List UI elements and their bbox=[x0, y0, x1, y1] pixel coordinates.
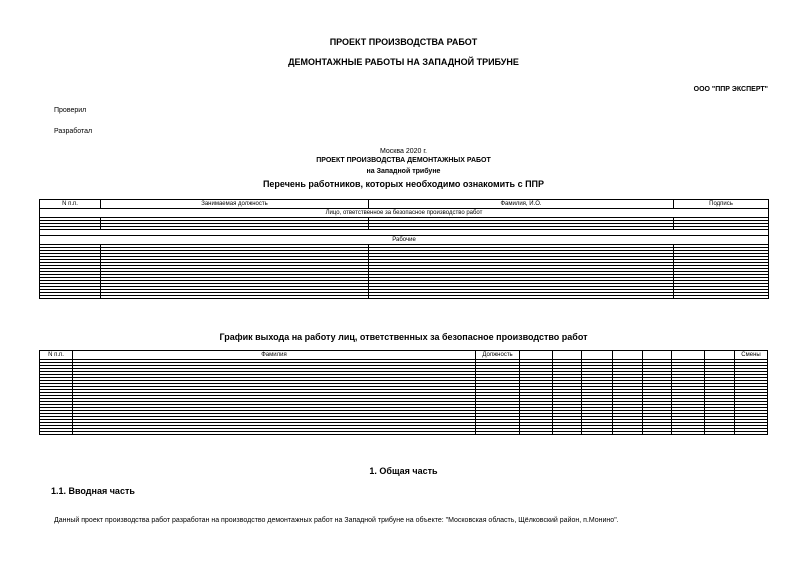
table-row bbox=[40, 432, 768, 435]
table-cell bbox=[735, 432, 768, 435]
column-header bbox=[613, 351, 643, 360]
column-header bbox=[582, 351, 613, 360]
table-cell bbox=[582, 432, 613, 435]
column-header: Должность bbox=[476, 351, 520, 360]
column-header bbox=[553, 351, 582, 360]
column-header: Занимаемая должность bbox=[101, 200, 369, 209]
section-subheading: 1.1. Вводная часть bbox=[51, 486, 135, 496]
column-header: Смены bbox=[735, 351, 768, 360]
schedule-title: График выхода на работу лиц, ответственных за безопасное производство работ bbox=[219, 332, 588, 342]
city-year: Москва 2020 г. bbox=[379, 148, 427, 155]
section-row bbox=[40, 236, 769, 245]
developed-label: Разработал bbox=[54, 128, 93, 135]
section-row bbox=[40, 209, 769, 218]
column-header: Фамилия, И.О. bbox=[369, 200, 674, 209]
project-subtitle: на Западной трибуне bbox=[366, 168, 441, 175]
list-title: Перечень работников, которых необходимо ознакомить с ППР bbox=[262, 179, 545, 189]
page-subtitle: ДЕМОНТАЖНЫЕ РАБОТЫ НА ЗАПАДНОЙ ТРИБУНЕ bbox=[288, 57, 519, 67]
table-cell bbox=[101, 296, 369, 299]
table-header-row bbox=[40, 200, 769, 209]
section-responsible: Лицо, ответственное за безопасное производство работ bbox=[40, 209, 769, 218]
table-cell bbox=[643, 432, 672, 435]
column-header: N п.п. bbox=[40, 351, 73, 360]
table-cell bbox=[73, 432, 476, 435]
table-cell bbox=[672, 432, 705, 435]
column-header: Подпись bbox=[674, 200, 769, 209]
table-cell bbox=[369, 296, 674, 299]
column-header: N п.п. bbox=[40, 200, 101, 209]
table-cell bbox=[553, 432, 582, 435]
checked-label: Проверил bbox=[54, 107, 87, 114]
project-title: ПРОЕКТ ПРОИЗВОДСТВА ДЕМОНТАЖНЫХ РАБОТ bbox=[316, 157, 491, 164]
schedule-table bbox=[39, 350, 768, 435]
table-cell bbox=[705, 432, 735, 435]
table-cell bbox=[674, 296, 769, 299]
workers-table bbox=[39, 199, 769, 299]
table-cell bbox=[520, 432, 553, 435]
table-header-row bbox=[40, 351, 768, 360]
column-header bbox=[520, 351, 553, 360]
column-header bbox=[643, 351, 672, 360]
section-heading: 1. Общая часть bbox=[369, 466, 438, 476]
table-cell bbox=[40, 296, 101, 299]
table-cell bbox=[476, 432, 520, 435]
table-cell bbox=[40, 432, 73, 435]
column-header bbox=[705, 351, 735, 360]
company-name: ООО "ППР ЭКСПЕРТ" bbox=[693, 86, 768, 93]
column-header: Фамилия bbox=[73, 351, 476, 360]
column-header bbox=[672, 351, 705, 360]
page-title: ПРОЕКТ ПРОИЗВОДСТВА РАБОТ bbox=[329, 37, 478, 47]
table-row bbox=[40, 296, 769, 299]
section-workers: Рабочие bbox=[40, 236, 769, 245]
intro-paragraph: Данный проект производства работ разработан на производство демонтажных работ на Западной трибуне на объекте: "Московская область, Щёлковский район, п.Монино". bbox=[54, 517, 619, 524]
table-cell bbox=[613, 432, 643, 435]
